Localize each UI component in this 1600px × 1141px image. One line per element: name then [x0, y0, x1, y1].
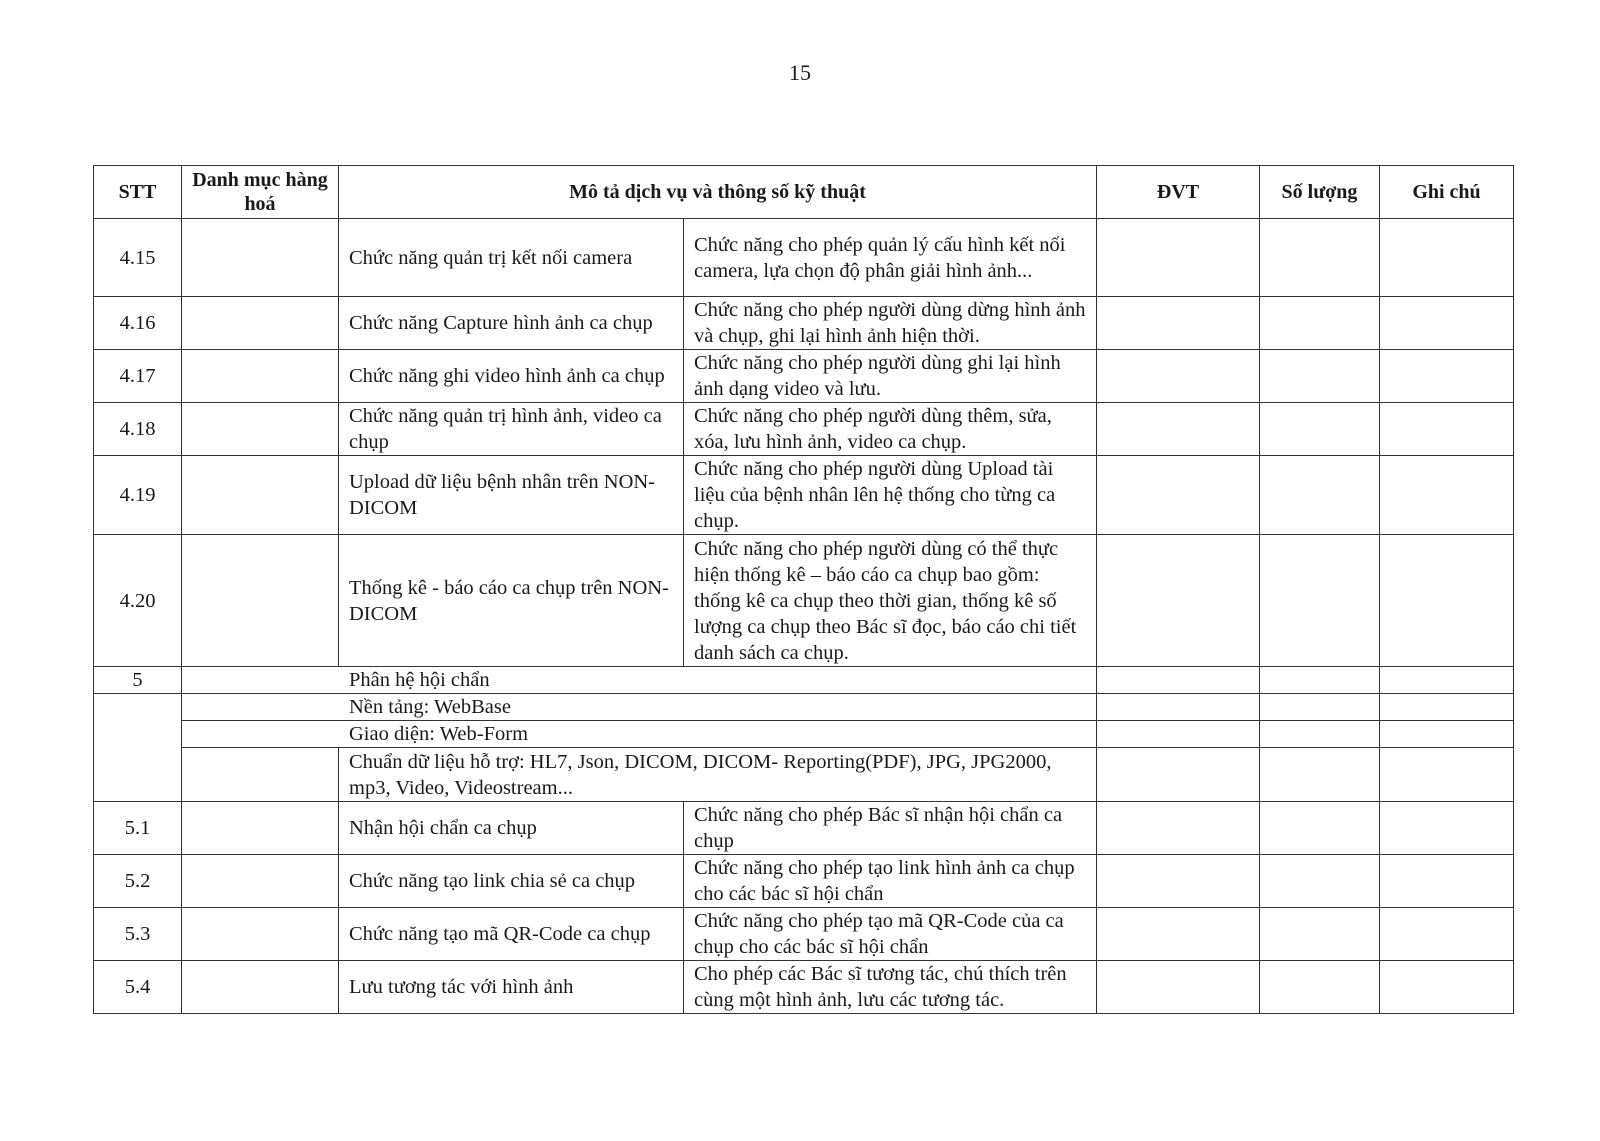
header-stt: STT: [94, 166, 182, 219]
row-stt: 5.4: [94, 961, 182, 1014]
row-stt: 5.3: [94, 908, 182, 961]
row-quantity: [1260, 961, 1380, 1014]
row-quantity: [1260, 802, 1380, 855]
table-row: [94, 456, 1514, 535]
row-quantity: [1260, 219, 1380, 297]
row-note: [1380, 350, 1514, 403]
row-category: [182, 403, 339, 456]
section-info-row: [94, 694, 1514, 721]
row-name: Lưu tương tác với hình ảnh: [339, 961, 684, 1014]
row-unit: [1097, 748, 1260, 802]
row-quantity: [1260, 403, 1380, 456]
row-note: [1380, 802, 1514, 855]
row-quantity: [1260, 721, 1380, 748]
row-description: Chức năng cho phép tạo link hình ảnh ca chụp cho các bác sĩ hội chẩn: [684, 855, 1097, 908]
row-unit: [1097, 350, 1260, 403]
page-number: 15: [789, 60, 811, 85]
row-quantity: [1260, 350, 1380, 403]
row-category: [182, 802, 339, 855]
row-unit: [1097, 403, 1260, 456]
row-note: [1380, 219, 1514, 297]
section-interface: Giao diện: Web-Form: [182, 721, 1097, 748]
row-quantity: [1260, 908, 1380, 961]
row-stt: 4.16: [94, 297, 182, 350]
row-unit: [1097, 694, 1260, 721]
table-row: [94, 961, 1514, 1014]
row-description: Chức năng cho phép Bác sĩ nhận hội chẩn ca chụp: [684, 802, 1097, 855]
row-name: Chức năng quản trị kết nối camera: [339, 219, 684, 297]
row-unit: [1097, 855, 1260, 908]
table-row: [94, 403, 1514, 456]
row-category: [182, 219, 339, 297]
row-unit: [1097, 297, 1260, 350]
header-row: [94, 166, 1514, 219]
row-stt: 5.1: [94, 802, 182, 855]
row-name: Chức năng Capture hình ảnh ca chụp: [339, 297, 684, 350]
row-note: [1380, 855, 1514, 908]
row-note: [1380, 961, 1514, 1014]
row-unit: [1097, 961, 1260, 1014]
row-note: [1380, 721, 1514, 748]
row-quantity: [1260, 667, 1380, 694]
row-note: [1380, 403, 1514, 456]
row-category: [182, 350, 339, 403]
table-row: [94, 802, 1514, 855]
row-category: [182, 961, 339, 1014]
table-row: [94, 297, 1514, 350]
row-name: Upload dữ liệu bệnh nhân trên NON-DICOM: [339, 456, 684, 535]
table-row: [94, 908, 1514, 961]
row-stt: 4.18: [94, 403, 182, 456]
row-note: [1380, 535, 1514, 667]
row-description: Cho phép các Bác sĩ tương tác, chú thích trên cùng một hình ảnh, lưu các tương tác.: [684, 961, 1097, 1014]
row-unit: [1097, 908, 1260, 961]
spec-table: [93, 165, 1514, 1014]
row-note: [1380, 908, 1514, 961]
header-quantity: Số lượng: [1260, 166, 1380, 219]
row-unit: [1097, 535, 1260, 667]
row-category: [182, 908, 339, 961]
row-description: Chức năng cho phép người dùng dừng hình ảnh và chụp, ghi lại hình ảnh hiện thời.: [684, 297, 1097, 350]
row-category: [182, 297, 339, 350]
row-unit: [1097, 219, 1260, 297]
table-row: [94, 855, 1514, 908]
row-unit: [1097, 456, 1260, 535]
row-note: [1380, 694, 1514, 721]
row-quantity: [1260, 456, 1380, 535]
row-description: Chức năng cho phép người dùng ghi lại hình ảnh dạng video và lưu.: [684, 350, 1097, 403]
row-stt: 4.15: [94, 219, 182, 297]
row-name: Chức năng quản trị hình ảnh, video ca chụp: [339, 403, 684, 456]
table-row: [94, 535, 1514, 667]
section-5-row: [94, 667, 1514, 694]
row-description: Chức năng cho phép người dùng Upload tài liệu của bệnh nhân lên hệ thống cho từng ca chụp.: [684, 456, 1097, 535]
table-row: [94, 219, 1514, 297]
row-stt: 4.17: [94, 350, 182, 403]
row-note: [1380, 456, 1514, 535]
section-title: Phân hệ hội chẩn: [182, 667, 1097, 694]
row-category: [182, 748, 339, 802]
row-name: Chức năng tạo mã QR-Code ca chụp: [339, 908, 684, 961]
header-description: Mô tả dịch vụ và thông số kỹ thuật: [339, 166, 1097, 219]
row-stt: 4.19: [94, 456, 182, 535]
row-description: Chức năng cho phép người dùng thêm, sửa, xóa, lưu hình ảnh, video ca chụp.: [684, 403, 1097, 456]
row-name: Nhận hội chẩn ca chụp: [339, 802, 684, 855]
row-category: [182, 456, 339, 535]
header-category: Danh mục hàng hoá: [182, 166, 339, 219]
section-info-row: [94, 721, 1514, 748]
section-info-row: [94, 748, 1514, 802]
row-name: Chức năng tạo link chia sẻ ca chụp: [339, 855, 684, 908]
section-stt: 5: [94, 667, 182, 694]
row-category: [182, 535, 339, 667]
row-quantity: [1260, 694, 1380, 721]
table-row: [94, 350, 1514, 403]
header-note: Ghi chú: [1380, 166, 1514, 219]
row-description: Chức năng cho phép người dùng có thể thực hiện thống kê – báo cáo ca chụp bao gồm: thống kê ca chụp theo thời gian, thống kê số lượng ca chụp theo Bác sĩ đọc, báo cáo chi tiết danh sách ca chụp.: [684, 535, 1097, 667]
row-note: [1380, 297, 1514, 350]
row-name: Chức năng ghi video hình ảnh ca chụp: [339, 350, 684, 403]
header-unit: ĐVT: [1097, 166, 1260, 219]
row-unit: [1097, 667, 1260, 694]
row-unit: [1097, 721, 1260, 748]
row-quantity: [1260, 855, 1380, 908]
row-name: Thống kê - báo cáo ca chụp trên NON-DICOM: [339, 535, 684, 667]
row-stt: 4.20: [94, 535, 182, 667]
section-stt-empty: [94, 694, 182, 802]
row-category: [182, 855, 339, 908]
row-quantity: [1260, 748, 1380, 802]
row-note: [1380, 667, 1514, 694]
row-unit: [1097, 802, 1260, 855]
row-quantity: [1260, 535, 1380, 667]
row-note: [1380, 748, 1514, 802]
row-description: Chức năng cho phép quản lý cấu hình kết nối camera, lựa chọn độ phân giải hình ảnh...: [684, 219, 1097, 297]
row-description: Chức năng cho phép tạo mã QR-Code của ca chụp cho các bác sĩ hội chẩn: [684, 908, 1097, 961]
section-platform: Nền tảng: WebBase: [182, 694, 1097, 721]
row-stt: 5.2: [94, 855, 182, 908]
section-standards: Chuẩn dữ liệu hỗ trợ: HL7, Json, DICOM, DICOM- Reporting(PDF), JPG, JPG2000, mp3, Video, Videostream...: [339, 748, 1097, 802]
row-quantity: [1260, 297, 1380, 350]
